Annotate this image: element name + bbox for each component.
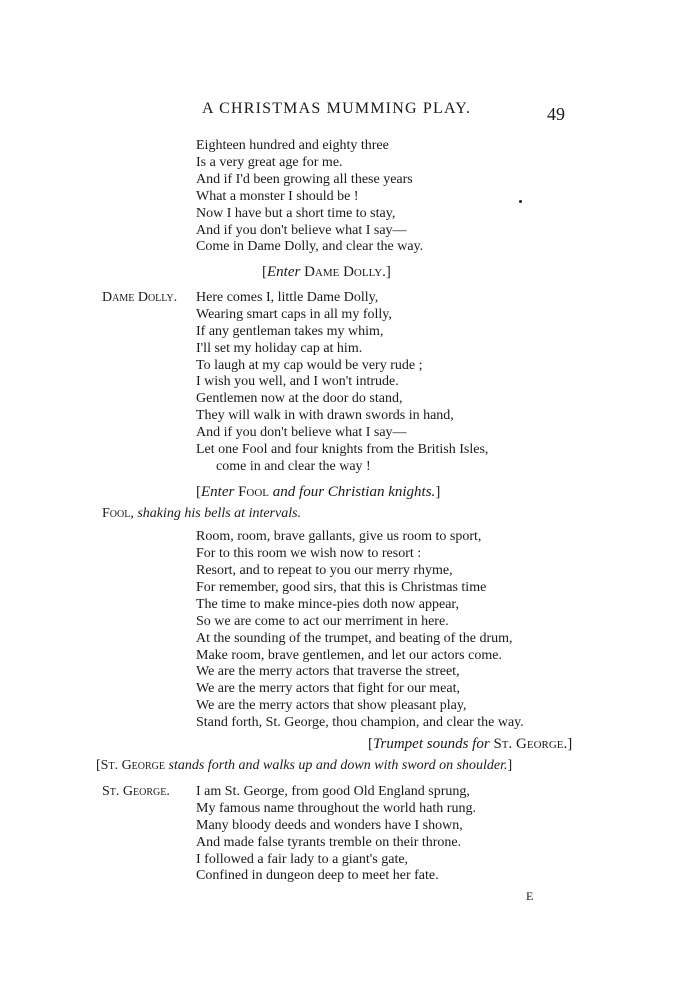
verse-line: Many bloody deeds and wonders have I shown, bbox=[196, 818, 463, 833]
speaker-heading bbox=[102, 506, 301, 522]
verse-line: My famous name throughout the world hath rung. bbox=[196, 801, 476, 816]
speaker-name: St. George. bbox=[102, 784, 170, 799]
ink-speck bbox=[519, 200, 522, 203]
verse-line: Now I have but a short time to stay, bbox=[196, 206, 396, 221]
verse-line: I'll set my holiday cap at him. bbox=[196, 341, 363, 356]
speaker-name: Fool, bbox=[102, 506, 134, 521]
verse-line: Make room, brave gentlemen, and let our actors come. bbox=[196, 648, 502, 663]
signature-mark: E bbox=[526, 889, 534, 903]
verse-line: Let one Fool and four knights from the British Isles, bbox=[196, 442, 489, 457]
verse-line: Come in Dame Dolly, and clear the way. bbox=[196, 239, 424, 254]
stage-direction: [St. George stands forth and walks up and down with sword on shoulder.] bbox=[96, 758, 513, 773]
verse-line: Confined in dungeon deep to meet her fate. bbox=[196, 868, 439, 883]
verse-line: And if you don't believe what I say— bbox=[196, 425, 407, 440]
verse-line: Room, room, brave gallants, give us room to sport, bbox=[196, 529, 482, 544]
verse-line: We are the merry actors that fight for our meat, bbox=[196, 681, 460, 696]
stage-direction: [Trumpet sounds for St. George.] bbox=[368, 736, 573, 752]
verse-line: So we are come to act our merriment in here. bbox=[196, 614, 449, 629]
verse-line: We are the merry actors that show pleasant play, bbox=[196, 698, 467, 713]
verse-line: Wearing smart caps in all my folly, bbox=[196, 307, 392, 322]
verse-line: They will walk in with drawn swords in hand, bbox=[196, 408, 454, 423]
verse-line: At the sounding of the trumpet, and beating of the drum, bbox=[196, 631, 513, 646]
running-title: A CHRISTMAS MUMMING PLAY. bbox=[202, 100, 472, 117]
verse-line: To laugh at my cap would be very rude ; bbox=[196, 358, 423, 373]
speaker-name: Dame Dolly. bbox=[102, 290, 178, 305]
verse-line: And if you don't believe what I say— bbox=[196, 223, 407, 238]
verse-line: Eighteen hundred and eighty three bbox=[196, 138, 389, 153]
verse-line: We are the merry actors that traverse the street, bbox=[196, 664, 460, 679]
verse-line: I am St. George, from good Old England sprung, bbox=[196, 784, 470, 799]
stage-direction: [Enter Dame Dolly.] bbox=[262, 264, 391, 280]
verse-line: Is a very great age for me. bbox=[196, 155, 343, 170]
verse-line: The time to make mince-pies doth now appear, bbox=[196, 597, 460, 612]
verse-line: For remember, good sirs, that this is Christmas time bbox=[196, 580, 487, 595]
verse-line: Resort, and to repeat to you our merry rhyme, bbox=[196, 563, 453, 578]
verse-line: Stand forth, St. George, thou champion, and clear the way. bbox=[196, 715, 524, 730]
verse-line: What a monster I should be ! bbox=[196, 189, 359, 204]
verse-line: come in and clear the way ! bbox=[216, 459, 371, 474]
verse-line: And made false tyrants tremble on their throne. bbox=[196, 835, 462, 850]
verse-line: And if I'd been growing all these years bbox=[196, 172, 413, 187]
verse-line: I wish you well, and I won't intrude. bbox=[196, 374, 399, 389]
verse-line: If any gentleman takes my whim, bbox=[196, 324, 384, 339]
verse-line: Here comes I, little Dame Dolly, bbox=[196, 290, 379, 305]
page-number: 49 bbox=[547, 104, 565, 124]
speaker-direction: shaking his bells at intervals. bbox=[133, 506, 302, 521]
verse-line: Gentlemen now at the door do stand, bbox=[196, 391, 403, 406]
verse-line: I followed a fair lady to a giant's gate, bbox=[196, 852, 409, 867]
stage-direction: [Enter Fool and four Christian knights.] bbox=[196, 484, 441, 500]
verse-line: For to this room we wish now to resort : bbox=[196, 546, 422, 561]
